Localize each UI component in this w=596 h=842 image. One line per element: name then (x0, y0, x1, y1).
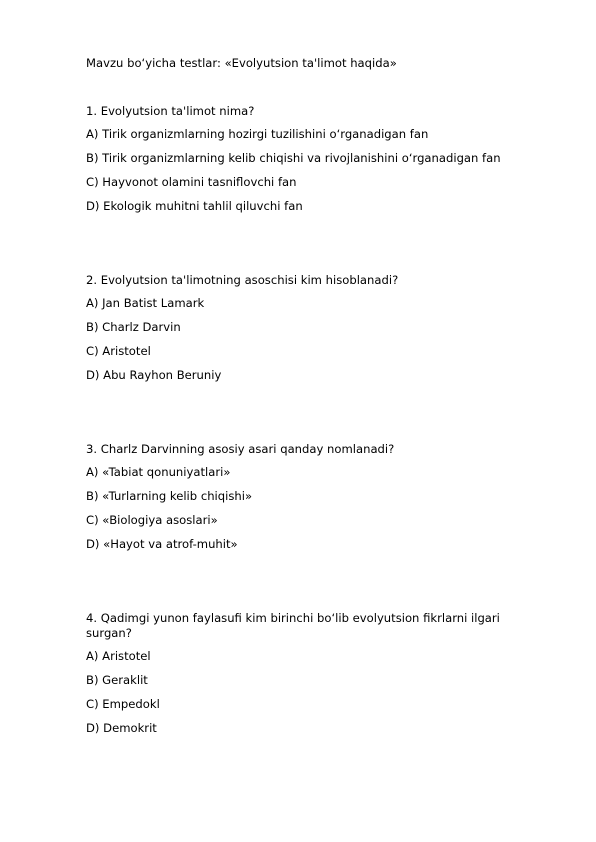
answer-option-d: D) «Hayot va atrof-muhit» (86, 537, 238, 551)
question-block-1 (86, 104, 526, 223)
answer-option-b: B) Charlz Darvin (86, 320, 181, 334)
answer-option-c: C) Empedokl (86, 697, 160, 711)
question-text: 3. Charlz Darvinning asosiy asari qanday nomlanadi? (86, 442, 395, 456)
answer-option-b: B) Geraklit (86, 673, 148, 687)
answer-option-d: D) Ekologik muhitni tahlil qiluvchi fan (86, 199, 303, 213)
question-block-4 (86, 611, 526, 745)
answer-option-a: A) Tirik organizmlarning hozirgi tuzilishini o‘rganadigan fan (86, 127, 429, 141)
question-block-3 (86, 442, 526, 561)
answer-option-c: C) Hayvonot olamini tasniflovchi fan (86, 175, 297, 189)
answer-option-d: D) Abu Rayhon Beruniy (86, 368, 222, 382)
answer-option-a: A) Aristotel (86, 649, 151, 663)
answer-option-d: D) Demokrit (86, 721, 157, 735)
answer-option-c: C) Aristotel (86, 344, 151, 358)
answer-option-b: B) «Turlarning kelib chiqishi» (86, 489, 253, 503)
question-text: 1. Evolyutsion ta'limot nima? (86, 104, 255, 118)
question-text: 4. Qadimgi yunon faylasufi kim birinchi bo‘lib evolyutsion fikrlarni ilgari surgan? (86, 611, 500, 640)
answer-option-b: B) Tirik organizmlarning kelib chiqishi va rivojlanishini o‘rganadigan fan (86, 151, 501, 165)
answer-option-c: C) «Biologiya asoslari» (86, 513, 218, 527)
answer-option-a: A) «Tabiat qonuniyatlari» (86, 465, 231, 479)
question-block-2 (86, 273, 526, 392)
answer-option-a: A) Jan Batist Lamark (86, 296, 205, 310)
document-title: Mavzu bo‘yicha testlar: «Evolyutsion ta'limot haqida» (86, 56, 397, 70)
question-text: 2. Evolyutsion ta'limotning asoschisi kim hisoblanadi? (86, 273, 399, 287)
